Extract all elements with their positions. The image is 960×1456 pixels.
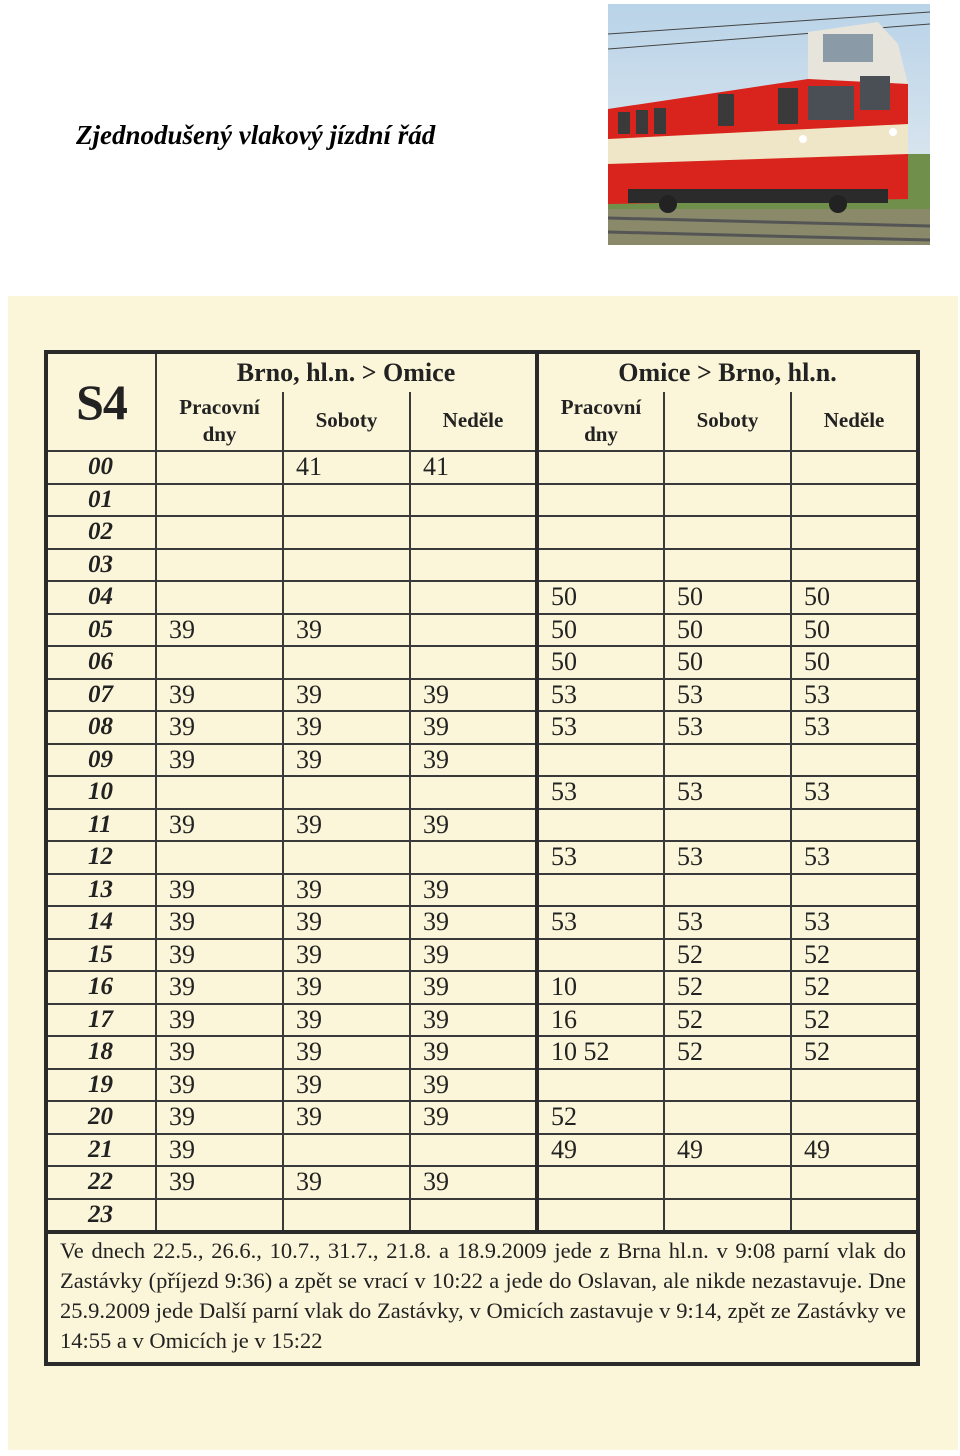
departure-minutes: 39: [156, 874, 283, 907]
hour-label: 11: [46, 809, 156, 842]
departure-minutes: [537, 484, 664, 517]
timetable-body: [46, 451, 918, 1232]
hour-row: [46, 809, 918, 842]
hour-label: 16: [46, 971, 156, 1004]
hour-label: 07: [46, 679, 156, 712]
departure-minutes: [664, 451, 791, 484]
departure-minutes: [791, 744, 918, 777]
departure-minutes: [537, 549, 664, 582]
departure-minutes: [537, 1199, 664, 1233]
timetable-note: Ve dnech 22.5., 26.6., 10.7., 31.7., 21.8. a 18.9.2009 jede z Brna hl.n. v 9:08 parní vlak do Zastávky (příjezd 9:36) a zpět se vrací v 10:22 a jede do Oslavan, ale nikde nezastavuje. Dne 25.9.2009 jede Další parní vlak do Zastávky, v Omicích zastavuje v 9:14, zpět ze Zastávky ve 14:55 a v Omicích je v 15:22: [46, 1232, 918, 1364]
hour-label: 15: [46, 939, 156, 972]
departure-minutes: 39: [156, 809, 283, 842]
departure-minutes: [283, 581, 410, 614]
departure-minutes: [791, 1199, 918, 1233]
departure-minutes: [664, 1101, 791, 1134]
departure-minutes: 39: [410, 1101, 537, 1134]
departure-minutes: [410, 549, 537, 582]
departure-minutes: 39: [283, 614, 410, 647]
departure-minutes: 50: [537, 581, 664, 614]
departure-minutes: [664, 809, 791, 842]
hour-row: [46, 581, 918, 614]
day-type-header: Soboty: [283, 392, 410, 451]
departure-minutes: 39: [283, 1004, 410, 1037]
departure-minutes: [156, 776, 283, 809]
departure-minutes: [410, 614, 537, 647]
departure-minutes: 50: [791, 614, 918, 647]
departure-minutes: 52: [664, 1004, 791, 1037]
hour-row: [46, 744, 918, 777]
document-title: Zjednodušený vlakový jízdní řád: [76, 120, 436, 150]
departure-minutes: 39: [156, 1036, 283, 1069]
departure-minutes: [410, 841, 537, 874]
departure-minutes: [537, 1069, 664, 1102]
departure-minutes: 39: [156, 1069, 283, 1102]
departure-minutes: 39: [410, 1166, 537, 1199]
departure-minutes: 39: [283, 906, 410, 939]
departure-minutes: [410, 581, 537, 614]
hour-label: 18: [46, 1036, 156, 1069]
departure-minutes: 50: [537, 646, 664, 679]
departure-minutes: 39: [283, 1101, 410, 1134]
departure-minutes: [410, 1199, 537, 1233]
departure-minutes: 39: [156, 1166, 283, 1199]
departure-minutes: 53: [664, 711, 791, 744]
hour-label: 03: [46, 549, 156, 582]
departure-minutes: [283, 841, 410, 874]
hour-row: [46, 679, 918, 712]
departure-minutes: 10 52: [537, 1036, 664, 1069]
departure-minutes: 10: [537, 971, 664, 1004]
departure-minutes: [537, 516, 664, 549]
note-row: [46, 1232, 918, 1364]
departure-minutes: 41: [283, 451, 410, 484]
departure-minutes: [156, 1199, 283, 1233]
departure-minutes: [410, 516, 537, 549]
departure-minutes: 39: [410, 679, 537, 712]
departure-minutes: 39: [283, 1036, 410, 1069]
departure-minutes: 53: [791, 679, 918, 712]
departure-minutes: 53: [537, 841, 664, 874]
departure-minutes: 39: [283, 939, 410, 972]
departure-minutes: [664, 484, 791, 517]
line-label: S4: [46, 352, 156, 451]
departure-minutes: [156, 484, 283, 517]
hour-row: [46, 549, 918, 582]
departure-minutes: [283, 516, 410, 549]
departure-minutes: [791, 516, 918, 549]
hour-label: 06: [46, 646, 156, 679]
departure-minutes: 39: [410, 1036, 537, 1069]
hour-label: 19: [46, 1069, 156, 1102]
departure-minutes: 53: [791, 906, 918, 939]
departure-minutes: [664, 1069, 791, 1102]
departure-minutes: 50: [791, 646, 918, 679]
day-type-header: Pracovní dny: [537, 392, 664, 451]
departure-minutes: [156, 549, 283, 582]
departure-minutes: 52: [664, 1036, 791, 1069]
departure-minutes: 49: [791, 1134, 918, 1167]
departure-minutes: 53: [537, 906, 664, 939]
departure-minutes: 52: [791, 1036, 918, 1069]
hour-row: [46, 874, 918, 907]
departure-minutes: 49: [537, 1134, 664, 1167]
departure-minutes: 50: [664, 581, 791, 614]
departure-minutes: [410, 484, 537, 517]
departure-minutes: 39: [410, 809, 537, 842]
departure-minutes: 39: [156, 679, 283, 712]
departure-minutes: 53: [664, 679, 791, 712]
day-type-header: Soboty: [664, 392, 791, 451]
hour-row: [46, 614, 918, 647]
departure-minutes: 53: [537, 776, 664, 809]
departure-minutes: 39: [410, 971, 537, 1004]
hour-label: 01: [46, 484, 156, 517]
day-type-header: Neděle: [791, 392, 918, 451]
hour-row: [46, 1134, 918, 1167]
departure-minutes: [410, 776, 537, 809]
departure-minutes: 39: [410, 939, 537, 972]
departure-minutes: [791, 1069, 918, 1102]
departure-minutes: 53: [537, 679, 664, 712]
departure-minutes: [791, 809, 918, 842]
departure-minutes: [791, 1166, 918, 1199]
hour-label: 17: [46, 1004, 156, 1037]
departure-minutes: [791, 1101, 918, 1134]
departure-minutes: 49: [664, 1134, 791, 1167]
hour-row: [46, 1004, 918, 1037]
departure-minutes: 39: [283, 1069, 410, 1102]
direction-1-name: Brno, hl.n. > Omice: [156, 352, 537, 392]
departure-minutes: [664, 516, 791, 549]
departure-minutes: 39: [283, 679, 410, 712]
hour-label: 00: [46, 451, 156, 484]
departure-minutes: 39: [156, 971, 283, 1004]
departure-minutes: 39: [283, 809, 410, 842]
departure-minutes: 52: [791, 939, 918, 972]
departure-minutes: 39: [410, 1004, 537, 1037]
hour-label: 10: [46, 776, 156, 809]
departure-minutes: 52: [664, 971, 791, 1004]
hour-label: 04: [46, 581, 156, 614]
departure-minutes: 39: [410, 1069, 537, 1102]
departure-minutes: [664, 1199, 791, 1233]
departure-minutes: 39: [156, 711, 283, 744]
departure-minutes: [283, 776, 410, 809]
hour-label: 05: [46, 614, 156, 647]
day-header-row: [46, 392, 918, 451]
departure-minutes: 39: [410, 744, 537, 777]
departure-minutes: 50: [791, 581, 918, 614]
departure-minutes: [537, 1166, 664, 1199]
hour-label: 23: [46, 1199, 156, 1233]
departure-minutes: [283, 1134, 410, 1167]
departure-minutes: 53: [664, 776, 791, 809]
departure-minutes: [410, 646, 537, 679]
departure-minutes: 52: [664, 939, 791, 972]
departure-minutes: [664, 549, 791, 582]
departure-minutes: 52: [537, 1101, 664, 1134]
hour-label: 09: [46, 744, 156, 777]
departure-minutes: [283, 484, 410, 517]
departure-minutes: 39: [156, 614, 283, 647]
departure-minutes: [537, 744, 664, 777]
departure-minutes: 41: [410, 451, 537, 484]
departure-minutes: [791, 874, 918, 907]
departure-minutes: 39: [283, 711, 410, 744]
departure-minutes: 39: [283, 1166, 410, 1199]
departure-minutes: 50: [664, 614, 791, 647]
hour-row: [46, 484, 918, 517]
departure-minutes: [664, 1166, 791, 1199]
hour-row: [46, 451, 918, 484]
day-type-header: Pracovní dny: [156, 392, 283, 451]
hour-label: 20: [46, 1101, 156, 1134]
departure-minutes: 53: [537, 711, 664, 744]
departure-minutes: [156, 516, 283, 549]
departure-minutes: [283, 646, 410, 679]
hour-label: 14: [46, 906, 156, 939]
hour-row: [46, 776, 918, 809]
departure-minutes: [664, 744, 791, 777]
hour-row: [46, 711, 918, 744]
departure-minutes: [791, 484, 918, 517]
day-type-header: Neděle: [410, 392, 537, 451]
hour-row: [46, 841, 918, 874]
hour-row: [46, 646, 918, 679]
departure-minutes: [156, 841, 283, 874]
hour-row: [46, 516, 918, 549]
hour-label: 13: [46, 874, 156, 907]
departure-minutes: 53: [664, 906, 791, 939]
departure-minutes: [283, 1199, 410, 1233]
departure-minutes: 50: [664, 646, 791, 679]
hour-row: [46, 906, 918, 939]
train-photo: [608, 4, 930, 245]
departure-minutes: 39: [283, 744, 410, 777]
departure-minutes: 50: [537, 614, 664, 647]
hour-row: [46, 1199, 918, 1233]
hour-row: [46, 1166, 918, 1199]
departure-minutes: 53: [791, 841, 918, 874]
hour-row: [46, 971, 918, 1004]
timetable: [44, 350, 920, 1366]
departure-minutes: 39: [410, 906, 537, 939]
departure-minutes: 39: [156, 1004, 283, 1037]
departure-minutes: 39: [156, 744, 283, 777]
departure-minutes: 39: [410, 711, 537, 744]
direction-header-row: [46, 352, 918, 392]
hour-row: [46, 939, 918, 972]
departure-minutes: 16: [537, 1004, 664, 1037]
departure-minutes: [664, 874, 791, 907]
departure-minutes: [537, 874, 664, 907]
departure-minutes: [283, 549, 410, 582]
departure-minutes: [156, 451, 283, 484]
hour-label: 22: [46, 1166, 156, 1199]
departure-minutes: 39: [156, 906, 283, 939]
hour-label: 08: [46, 711, 156, 744]
hour-row: [46, 1036, 918, 1069]
departure-minutes: 53: [664, 841, 791, 874]
departure-minutes: [791, 549, 918, 582]
departure-minutes: 39: [156, 1101, 283, 1134]
departure-minutes: 52: [791, 971, 918, 1004]
departure-minutes: [791, 451, 918, 484]
departure-minutes: [156, 581, 283, 614]
departure-minutes: [537, 451, 664, 484]
hour-label: 02: [46, 516, 156, 549]
hour-label: 21: [46, 1134, 156, 1167]
departure-minutes: [410, 1134, 537, 1167]
departure-minutes: 39: [156, 939, 283, 972]
departure-minutes: 52: [791, 1004, 918, 1037]
hour-label: 12: [46, 841, 156, 874]
departure-minutes: 53: [791, 776, 918, 809]
departure-minutes: 39: [410, 874, 537, 907]
timetable-scan: [8, 296, 958, 1450]
departure-minutes: 39: [283, 971, 410, 1004]
departure-minutes: [156, 646, 283, 679]
departure-minutes: 39: [156, 1134, 283, 1167]
direction-2-name: Omice > Brno, hl.n.: [537, 352, 918, 392]
departure-minutes: 53: [791, 711, 918, 744]
departure-minutes: [537, 809, 664, 842]
departure-minutes: [537, 939, 664, 972]
hour-row: [46, 1101, 918, 1134]
departure-minutes: 39: [283, 874, 410, 907]
hour-row: [46, 1069, 918, 1102]
